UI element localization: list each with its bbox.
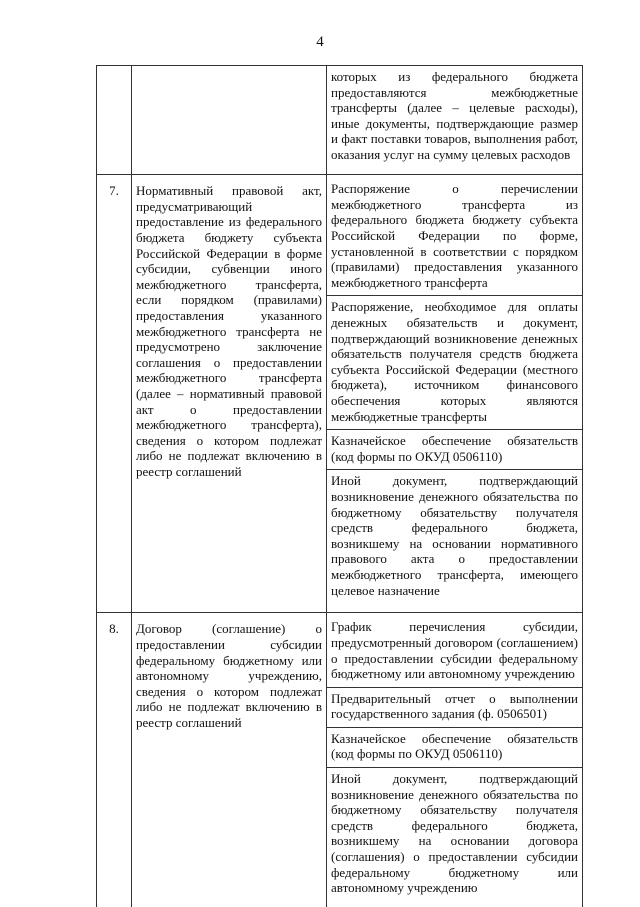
document-item: Распоряжение, необходимое для оплаты денежных обязательств и документ, подтверждающий возникновение денежных обязательств получателя средств бюджета субъекта Российской Федерации (местного бюджета), источником финансового обеспечения которых являются межбюджетные трансферты <box>327 295 582 429</box>
documents-table <box>96 65 583 907</box>
row-description: Нормативный правовой акт, предусматривающий предоставление из федерального бюджета бюджету субъекта Российской Федерации в форме субсидии, субвенции иного межбюджетного трансферта, если порядком (правилами) предоставления указанного межбюджетного трансферта не предусмотрено заключение соглашения о предоставлении межбюджетного трансферта (далее – нормативный правовой акт о предоставлении межбюджетного трансферта), сведения о котором подлежат либо не подлежат включению в реестр соглашений <box>132 175 327 613</box>
row-description <box>132 66 327 175</box>
row-documents <box>327 175 583 613</box>
row-documents <box>327 66 583 175</box>
document-item: Иной документ, подтверждающий возникновение денежного обязательства по бюджетному обязательству получателя средств федерального бюджета, возникшему на основании нормативного правового акта о предоставлении межбюджетного трансферта, имеющего целевое назначение <box>327 469 582 603</box>
table-row <box>97 66 583 175</box>
row-number: 7. <box>97 175 132 613</box>
document-item: График перечисления субсидии, предусмотренный договором (соглашением) о предоставлении субсидии федеральному бюджетному или автономному учреждению <box>331 619 578 682</box>
document-item: Казначейское обеспечение обязательств (код формы по ОКУД 0506110) <box>327 429 582 469</box>
table-row <box>97 613 583 907</box>
document-item: Иной документ, подтверждающий возникновение денежного обязательства по бюджетному обязательству получателя средств федерального бюджета, возникшему на основании договора (соглашения) о предоставлении субсидии федеральному бюджетному или автономному учреждению <box>327 767 582 901</box>
document-item: Казначейское обеспечение обязательств (код формы по ОКУД 0506110) <box>327 727 582 767</box>
document-item: Распоряжение о перечислении межбюджетного трансферта из федерального бюджета бюджету субъекта Российской Федерации по форме, установленной в соответствии с порядком (правилами) предоставления указанного межбюджетного трансферта <box>331 181 578 290</box>
document-item: Предварительный отчет о выполнении государственного задания (ф. 0506501) <box>327 687 582 727</box>
row-documents <box>327 613 583 907</box>
page-number: 4 <box>316 34 324 50</box>
row-number: 8. <box>97 613 132 907</box>
document-item: которых из федерального бюджета предоставляются межбюджетные трансферты (далее – целевые расходы), иные документы, подтверждающие размер и факт поставки товаров, выполнения работ, оказания услуг на сумму целевых расходов <box>331 69 578 162</box>
row-description: Договор (соглашение) о предоставлении субсидии федеральному бюджетному или автономному учреждению, сведения о котором подлежат либо не подлежат включению в реестр соглашений <box>132 613 327 907</box>
table-row <box>97 175 583 613</box>
row-number <box>97 66 132 175</box>
